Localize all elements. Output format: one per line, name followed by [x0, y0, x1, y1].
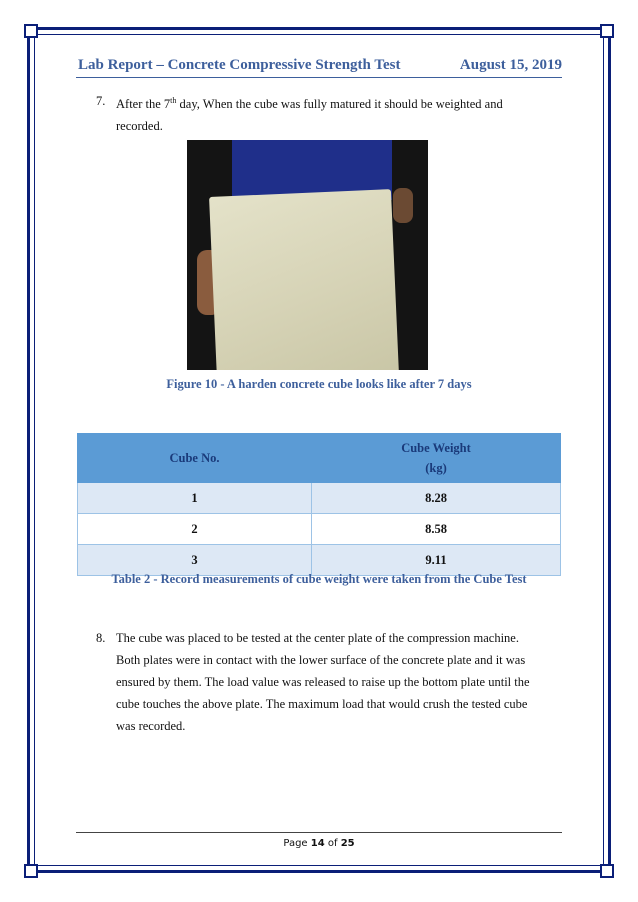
table-row	[78, 545, 561, 576]
step-number: 7.	[96, 94, 106, 108]
border-corner-ornament	[600, 864, 614, 878]
step-number: 8.	[96, 631, 106, 645]
cube-weight-table	[77, 433, 561, 576]
col-header-cube-no: Cube No.	[78, 434, 312, 483]
step-8	[96, 627, 546, 737]
concrete-cube-photo	[187, 140, 428, 370]
cell-weight: 8.28	[312, 483, 561, 514]
col-header-weight-label: Cube Weight	[401, 441, 471, 455]
cell-cube-no: 1	[78, 483, 312, 514]
step-7	[96, 90, 546, 137]
ordinal-superscript: th	[170, 96, 177, 105]
step-text-start: After the 7	[116, 97, 171, 112]
report-title: Lab Report – Concrete Compressive Strength Test	[78, 57, 401, 73]
table-caption: Table 2 - Record measurements of cube weight were taken from the Cube Test	[111, 572, 527, 586]
page-label: Page	[283, 838, 308, 849]
photo-hand	[393, 188, 413, 223]
border-corner-ornament	[600, 24, 614, 38]
page-of-label: of	[327, 838, 338, 849]
page-current: 14	[310, 838, 325, 849]
page-header	[78, 57, 562, 74]
report-date: August 15, 2019	[459, 57, 562, 73]
col-header-weight-unit: (kg)	[425, 461, 447, 475]
step-text	[116, 90, 546, 137]
cell-weight: 9.11	[312, 545, 561, 576]
cell-cube-no: 3	[78, 545, 312, 576]
table-header-row	[78, 434, 561, 483]
cell-cube-no: 2	[78, 514, 312, 545]
border-corner-ornament	[24, 24, 38, 38]
page-footer	[76, 838, 562, 849]
col-header-cube-weight	[312, 434, 561, 483]
border-corner-ornament	[24, 864, 38, 878]
cell-weight: 8.58	[312, 514, 561, 545]
table-row	[78, 483, 561, 514]
figure-caption: Figure 10 - A harden concrete cube looks like after 7 days	[166, 377, 472, 391]
footer-rule	[76, 832, 562, 833]
page-total: 25	[340, 838, 355, 849]
header-rule	[76, 77, 562, 78]
table-row	[78, 514, 561, 545]
step-text: The cube was placed to be tested at the center plate of the compression machine. Both plates were in contact with the lower surface of the concrete plate and it was ensured by them. The load value was released to raise up the bottom plate until the cube touches the above plate. The maximum load that would crush the tested cube was recorded.	[116, 631, 530, 733]
step-text-end: day, When the cube was fully matured it should be weighted and recorded.	[116, 97, 503, 134]
photo-concrete-cube	[209, 189, 399, 370]
